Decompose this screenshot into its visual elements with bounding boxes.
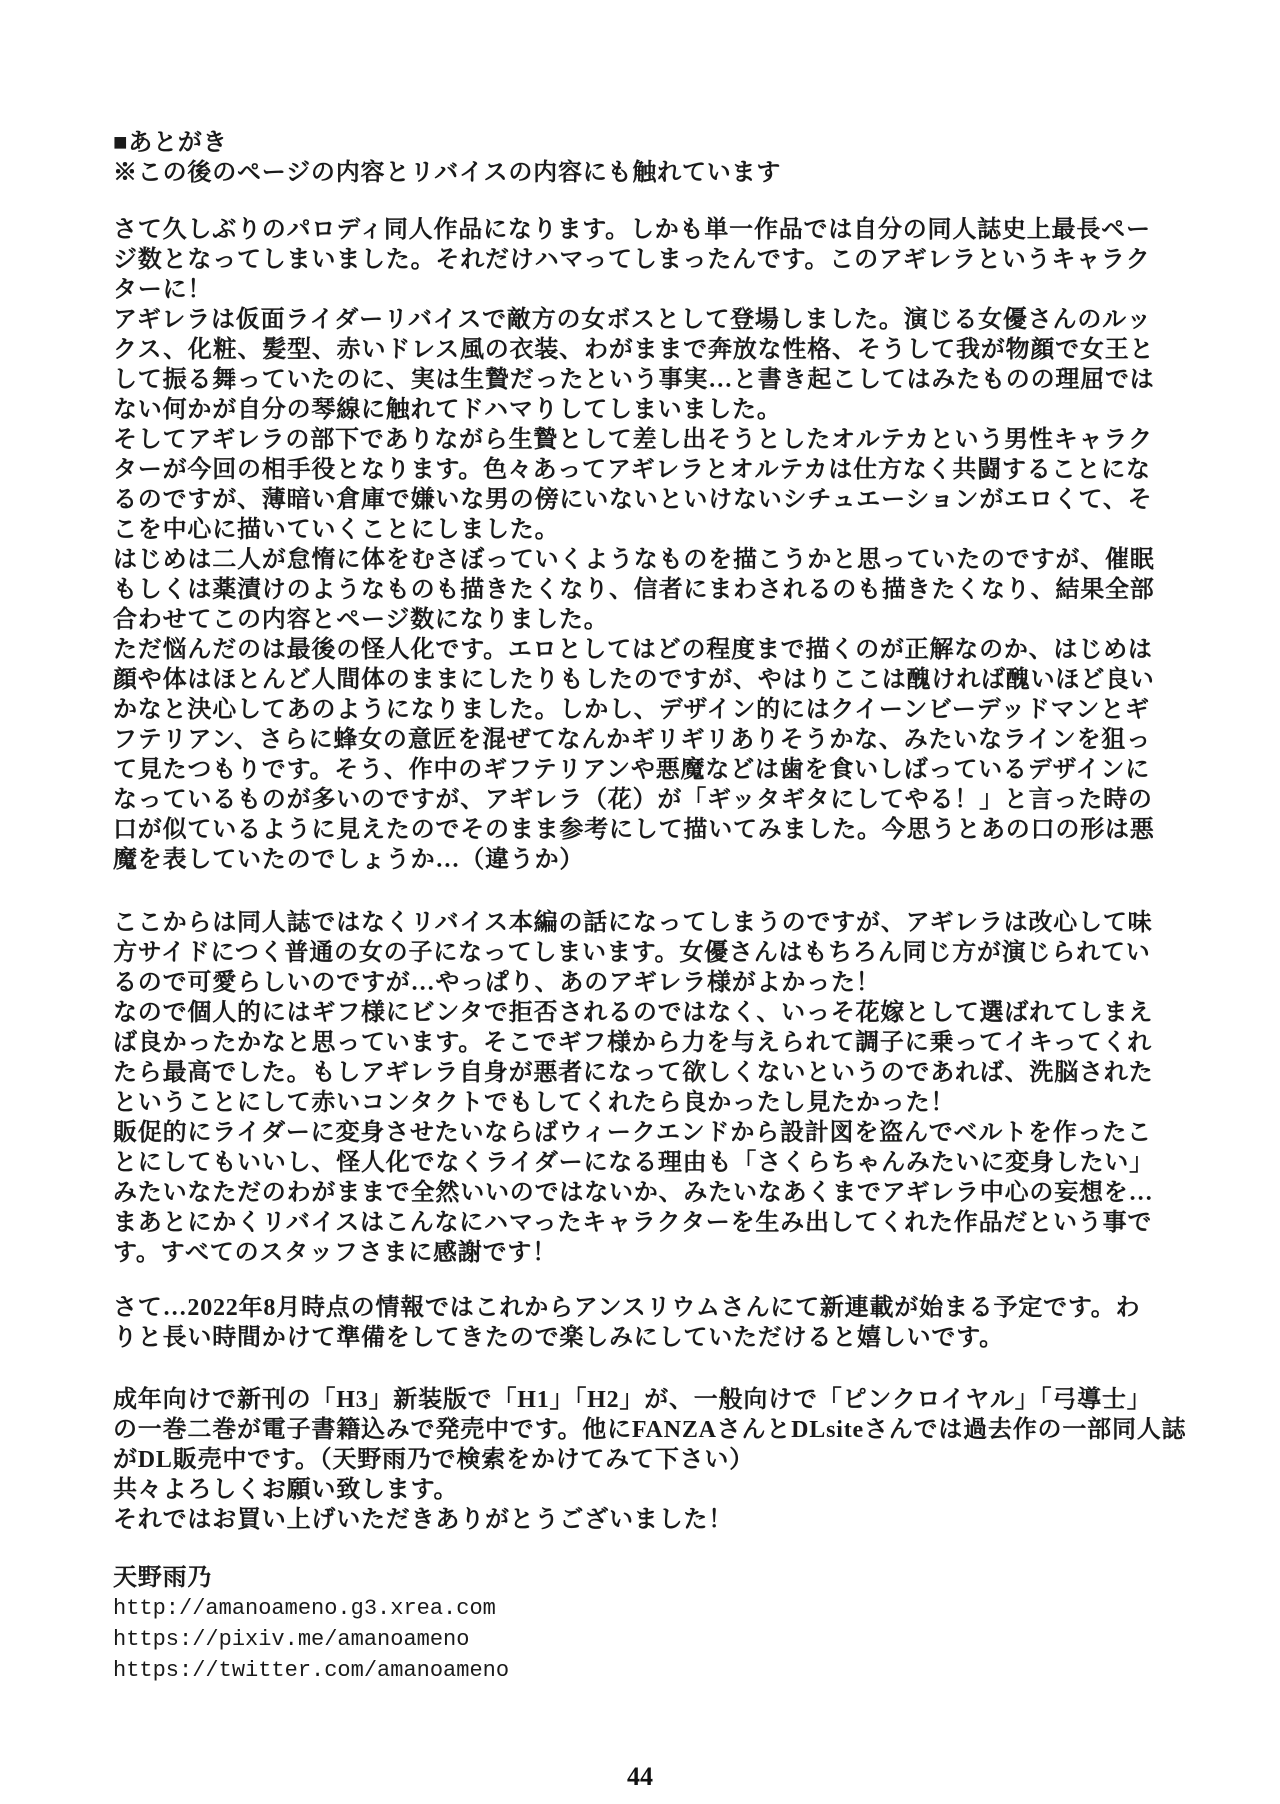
text-line: 口が似ているように見えたのでそのまま参考にして描いてみました。今思うとあの口の形は悪: [113, 817, 1155, 843]
text-line: るのですが、薄暗い倉庫で嫌いな男の傍にいないといけないシチュエーションがエロくて、そ: [113, 487, 1153, 513]
text-line: クス、化粧、髪型、赤いドレス風の衣装、わがままで奔放な性格、そうして我が物顔で女王と: [113, 337, 1155, 363]
text-line: なっているものが多いのですが、アギレラ（花）が「ギッタギタにしてやる！」と言った時の: [113, 787, 1153, 813]
text-line: て見たつもりです。そう、作中のギフテリアンや悪魔などは歯を食いしばっているデザインに: [113, 757, 1151, 783]
text-line: フテリアン、さらに蜂女の意匠を混ぜてなんかギリギリありそうかな、みたいなラインを狙っ: [113, 727, 1151, 753]
page-number: 44: [627, 1762, 653, 1791]
text-line: こを中心に描いていくことにしました。: [113, 517, 560, 543]
text-line: の一巻二巻が電子書籍込みで発売中です。他にFANZAさんとDLsiteさんでは過去作の一部同人誌: [113, 1417, 1187, 1443]
text-line: して振る舞っていたのに、実は生贄だったという事実…と書き起こしてはみたものの理屈では: [113, 367, 1155, 393]
paragraph: [113, 908, 1171, 1268]
text-line: はじめは二人が怠惰に体をむさぼっていくようなものを描こうかと思っていたのですが、催眠: [113, 547, 1155, 573]
text-line: かなと決心してあのようになりました。しかし、デザイン的にはクイーンビーデッドマンとギ: [113, 697, 1150, 723]
text-line: なので個人的にはギフ様にビンタで拒否されるのではなく、いっそ花嫁として選ばれてしまえ: [113, 1000, 1154, 1026]
text-line: ここからは同人誌ではなくリバイス本編の話になってしまうのですが、アギレラは改心して味: [113, 910, 1153, 936]
twitter-url: https://twitter.com/amanoameno: [113, 1658, 510, 1683]
website-url: http://amanoameno.g3.xrea.com: [113, 1596, 496, 1621]
text-line: たら最高でした。もしアギレラ自身が悪者になって欲しくないというのであれば、洗脳された: [113, 1060, 1154, 1086]
afterword-body: [113, 215, 1187, 1535]
paragraph: [113, 1293, 1171, 1353]
text-line: 魔を表していたのでしょうか…（違うか）: [113, 847, 585, 873]
text-line: とにしてもいいし、怪人化でなくライダーになる理由も「さくらちゃんみたいに変身したい」: [113, 1150, 1154, 1176]
author-name: 天野雨乃: [113, 1565, 213, 1591]
text-line: 販促的にライダーに変身させたいならばウィークエンドから設計図を盗んでベルトを作ったこ: [113, 1120, 1152, 1146]
pixiv-url: https://pixiv.me/amanoameno: [113, 1627, 470, 1652]
spoiler-note: ※この後のページの内容とリバイスの内容にも触れています: [113, 160, 782, 186]
text-line: 顔や体はほとんど人間体のままにしたりもしたのですが、やはりここは醜ければ醜いほど良い: [113, 667, 1155, 693]
text-line: りと長い時間かけて準備をしてきたので楽しみにしていただけると嬉しいです。: [113, 1325, 1004, 1351]
text-line: さて…2022年8月時点の情報ではこれからアンスリウムさんにて新連載が始まる予定です。わ: [113, 1295, 1141, 1321]
text-line: そしてアギレラの部下でありながら生贄として差し出そうとしたオルテカという男性キャラク: [113, 427, 1153, 453]
text-line: それではお買い上げいただきありがとうございました！: [113, 1507, 733, 1533]
text-line: ない何かが自分の琴線に触れてドハマりしてしまいました。: [113, 397, 782, 423]
text-line: アギレラは仮面ライダーリバイスで敵方の女ボスとして登場しました。演じる女優さんのルッ: [113, 307, 1152, 333]
paragraph: [113, 215, 1171, 875]
text-line: ただ悩んだのは最後の怪人化です。エロとしてはどの程度まで描くのが正解なのか、はじめは: [113, 637, 1153, 663]
text-line: ということにして赤いコンタクトでもしてくれたら良かったし見たかった！: [113, 1090, 956, 1116]
text-line: まあとにかくリバイスはこんなにハマったキャラクターを生み出してくれた作品だという事で: [113, 1210, 1153, 1236]
text-line: 成年向けで新刊の「H3」新装版で「H1」「H2」が、一般向けで「ピンクロイヤル」「弓導士」: [113, 1387, 1152, 1413]
text-line: 共々よろしくお願い致します。: [113, 1477, 459, 1503]
text-line: ターが今回の相手役となります。色々あってアギレラとオルテカは仕方なく共闘することにな: [113, 457, 1151, 483]
afterword-heading-block: [113, 128, 1171, 188]
text-line: みたいなただのわがままで全然いいのではないか、みたいなあくまでアギレラ中心の妄想を…: [113, 1180, 1154, 1206]
text-line: さて久しぶりのパロディ同人作品になります。しかも単一作品では自分の同人誌史上最長ペー: [113, 217, 1151, 243]
text-line: ジ数となってしまいました。それだけハマってしまったんです。このアギレラというキャラク: [113, 247, 1151, 273]
text-line: 合わせてこの内容とページ数になりました。: [113, 607, 609, 633]
text-line: るので可愛らしいのですが…やっぱり、あのアギレラ様がよかった！: [113, 970, 881, 996]
text-line: ターに！: [113, 277, 213, 303]
afterword-title: ■あとがき: [113, 130, 228, 156]
text-line: す。すべてのスタッフさまに感謝です！: [113, 1240, 557, 1266]
text-line: 方サイドにつく普通の女の子になってしまいます。女優さんはもちろん同じ方が演じられてい: [113, 940, 1151, 966]
text-line: ば良かったかなと思っています。そこでギフ様から力を与えられて調子に乗ってイキってくれ: [113, 1030, 1152, 1056]
credits-block: [113, 1563, 1171, 1686]
text-line: がDL販売中です。（天野雨乃で検索をかけてみて下さい）: [113, 1447, 755, 1473]
afterword-page-content: [113, 0, 1187, 1686]
paragraph: [113, 1385, 1187, 1535]
text-line: もしくは薬漬けのようなものも描きたくなり、信者にまわされるのも描きたくなり、結果全部: [113, 577, 1155, 603]
